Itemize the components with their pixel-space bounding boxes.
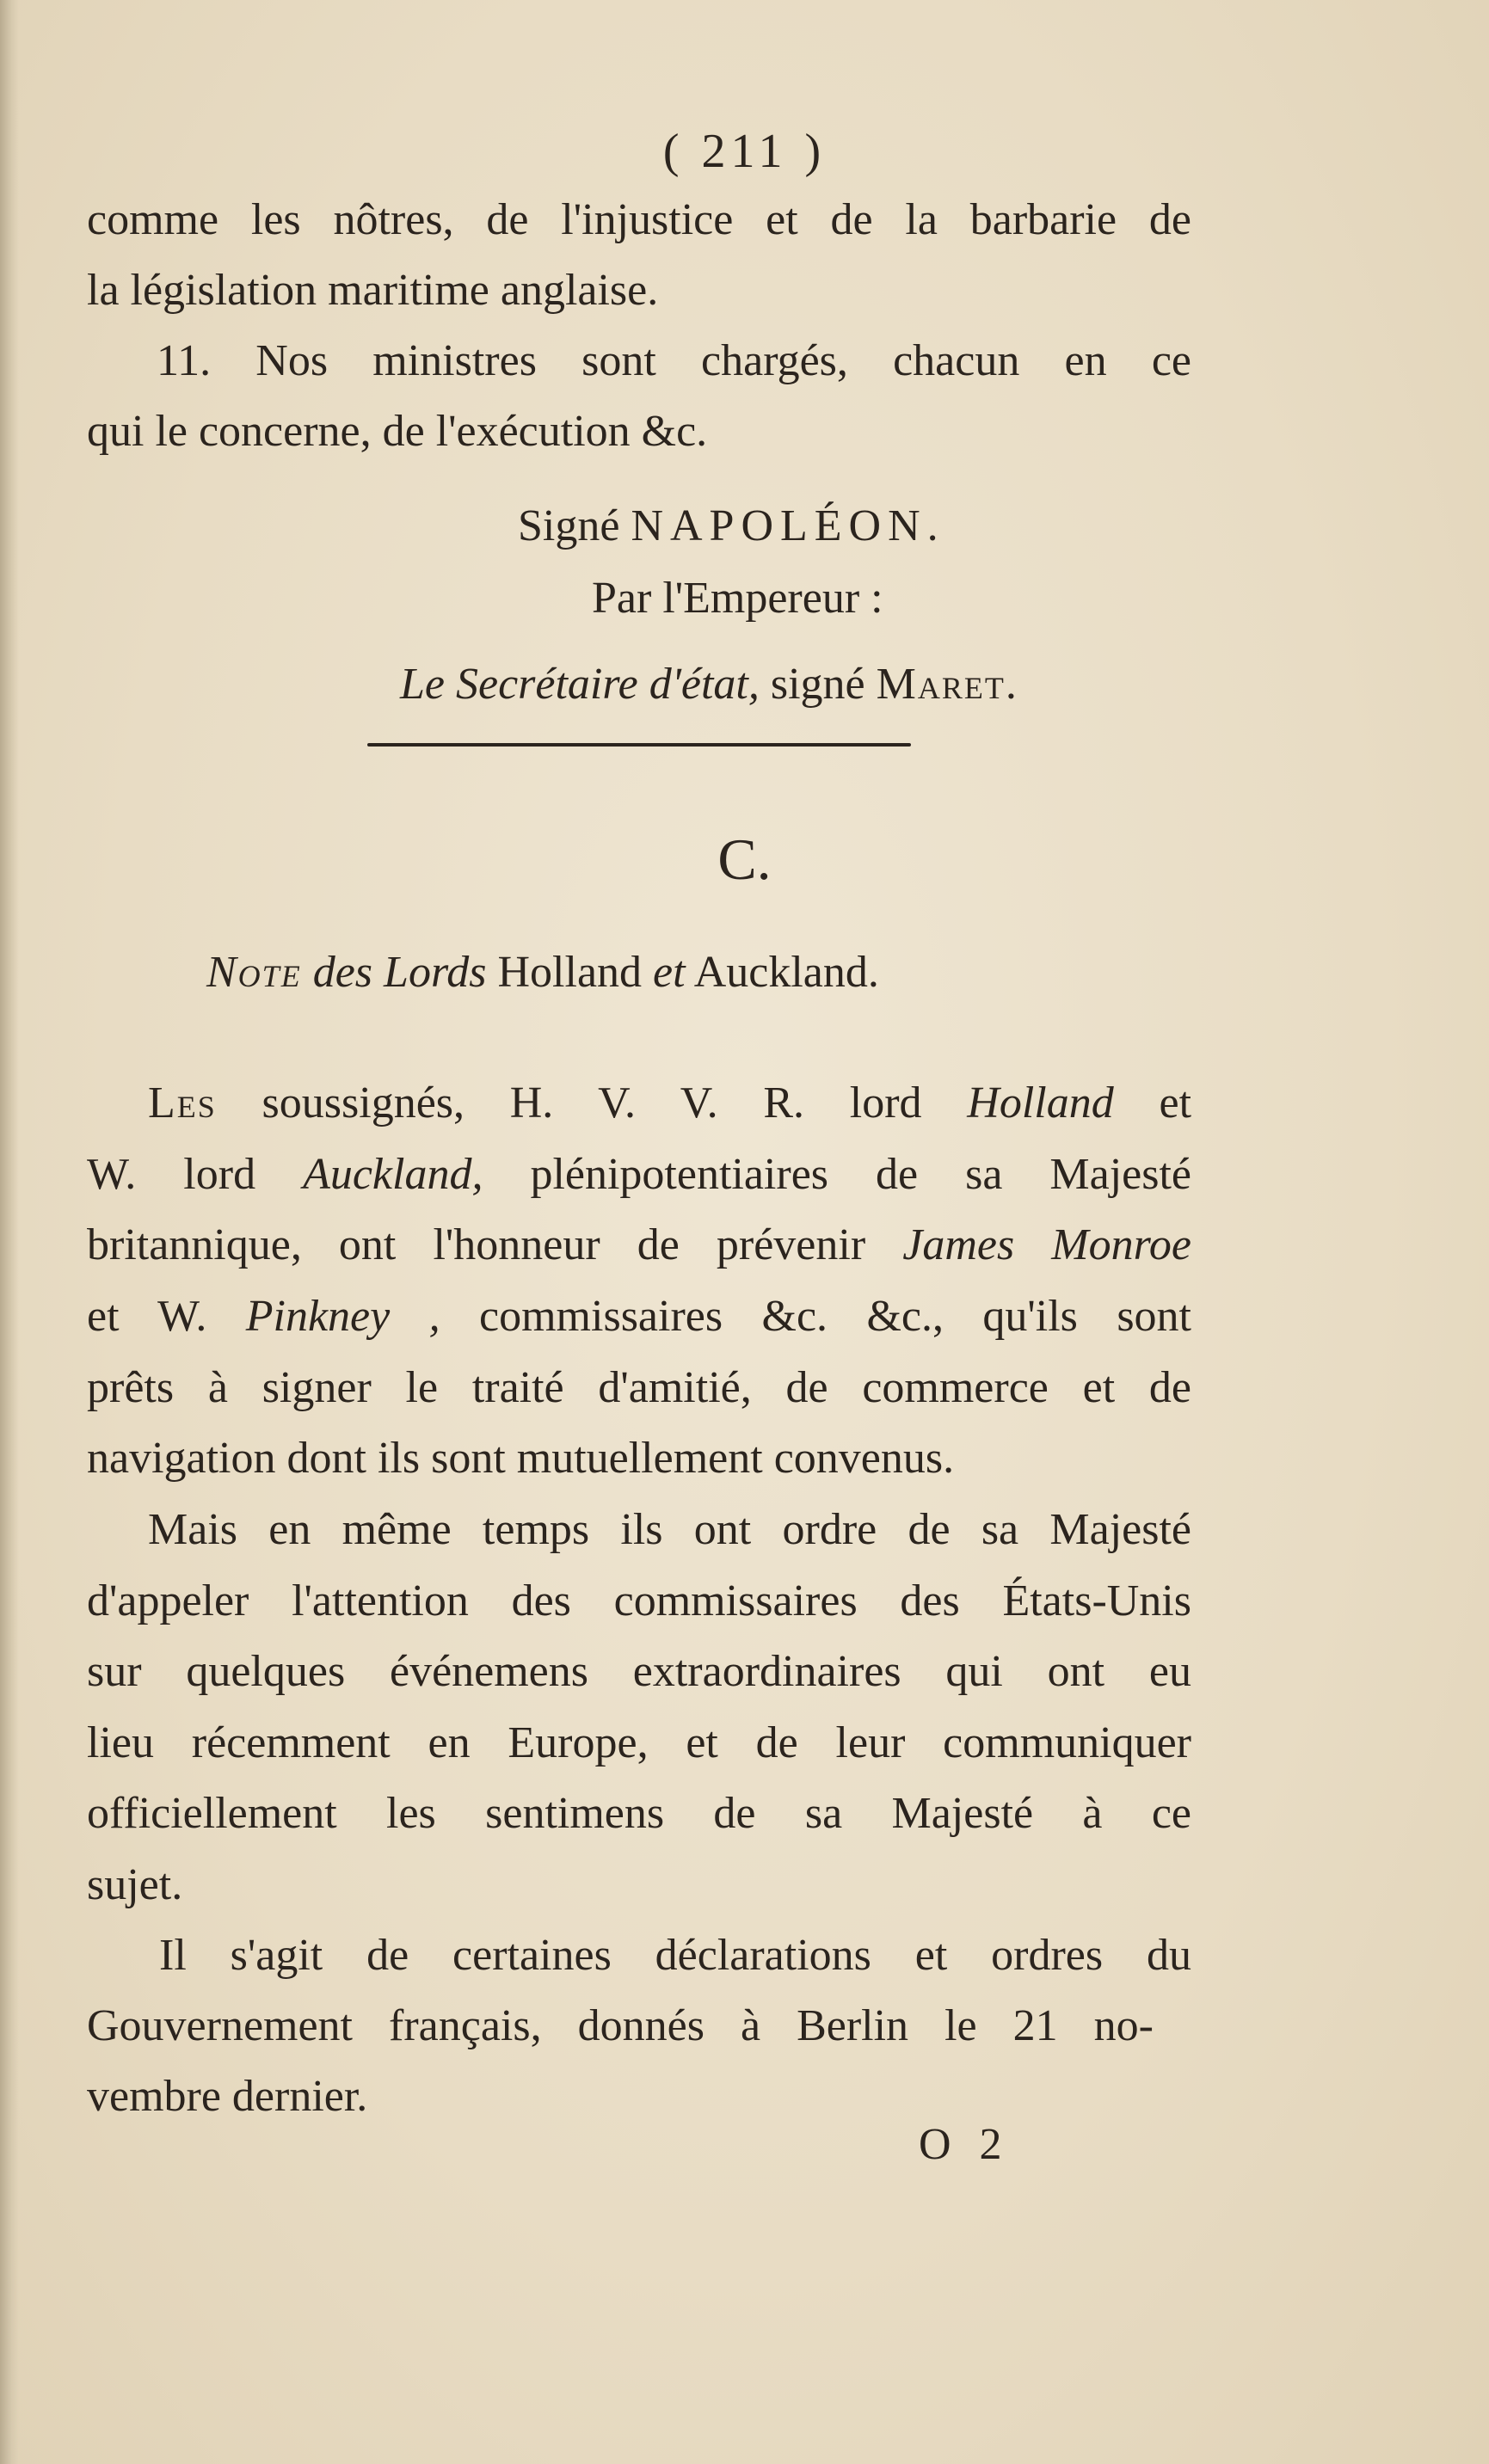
monroe-italic: James Monroe	[902, 1220, 1191, 1269]
paragraph-line	[148, 1078, 1192, 1128]
text-line: la législation maritime anglaise.	[87, 266, 659, 315]
napoleon-name: NAPOLÉON.	[631, 501, 945, 550]
des-word: des	[312, 948, 373, 997]
text-span: plénipotentiaires de sa Majesté	[530, 1150, 1192, 1199]
article-line: qui le concerne, de l'exécution &c.	[87, 407, 708, 456]
holland-italic: Holland	[967, 1078, 1114, 1128]
par-empereur: Par l'Empereur :	[592, 574, 883, 623]
section-letter: C.	[717, 826, 772, 892]
les-word: Les	[148, 1078, 217, 1128]
paragraph-line: Il s'agit de certaines déclarations et ordres du	[159, 1931, 1191, 1980]
page-gutter	[0, 0, 19, 2464]
paragraph-line	[87, 1294, 1191, 1339]
text-span: et	[1159, 1078, 1192, 1128]
text-line: comme les nôtres, de l'injustice et de la barbarie de	[87, 195, 1191, 244]
lords-word: Lords	[384, 948, 487, 997]
paragraph-line: sur quelques événemens extraordinaires qui ont eu	[87, 1647, 1191, 1696]
page-number: ( 211 )	[662, 125, 827, 178]
signature-napoleon	[518, 501, 945, 550]
note-word: Note	[206, 948, 302, 997]
paragraph-line: prêts à signer le traité d'amitié, de commerce et de	[87, 1363, 1191, 1412]
secretaire-signature	[400, 662, 1018, 707]
signe-word: Signé	[518, 501, 620, 550]
paragraph-line: Gouvernement français, donnés à Berlin le 21 no-	[87, 2001, 1154, 2050]
paragraph-line: vembre dernier.	[87, 2072, 368, 2121]
horizontal-rule	[367, 743, 911, 747]
paragraph-line: navigation dont ils sont mutuellement convenus.	[87, 1434, 955, 1483]
text-span: et W.	[87, 1292, 207, 1341]
paragraph-line: Mais en même temps ils ont ordre de sa Majesté	[148, 1505, 1191, 1554]
text-span: britannique, ont l'honneur de prévenir	[87, 1220, 866, 1269]
text-span: commissaires &c. &c., qu'ils sont	[479, 1292, 1191, 1341]
paragraph-line: officiellement les sentimens de sa Majesté à ce	[87, 1789, 1191, 1838]
paragraph-line: d'appeler l'attention des commissaires des États-Unis	[87, 1576, 1191, 1625]
et-word: et	[653, 948, 686, 997]
auckland-italic: Auckland,	[303, 1150, 483, 1199]
signe-word: signé	[770, 660, 865, 709]
note-heading	[206, 950, 879, 995]
pinkney-italic: Pinkney ,	[245, 1292, 440, 1341]
paragraph-line: lieu récemment en Europe, et de leur communiquer	[87, 1718, 1191, 1767]
paragraph-line: sujet.	[87, 1860, 183, 1909]
auckland-name: Auckland.	[693, 948, 879, 997]
text-span: soussignés, H. V. V. R. lord	[261, 1078, 922, 1128]
text-span: W. lord	[87, 1150, 256, 1199]
maret-name: Maret.	[876, 660, 1018, 709]
paragraph-line	[87, 1220, 1191, 1269]
signature-mark: O 2	[919, 2120, 1011, 2169]
secretaire-title: Le Secrétaire d'état,	[400, 660, 760, 709]
holland-name: Holland	[497, 948, 643, 997]
article-line: 11. Nos ministres sont chargés, chacun en ce	[157, 336, 1191, 385]
paragraph-line	[87, 1152, 1191, 1197]
